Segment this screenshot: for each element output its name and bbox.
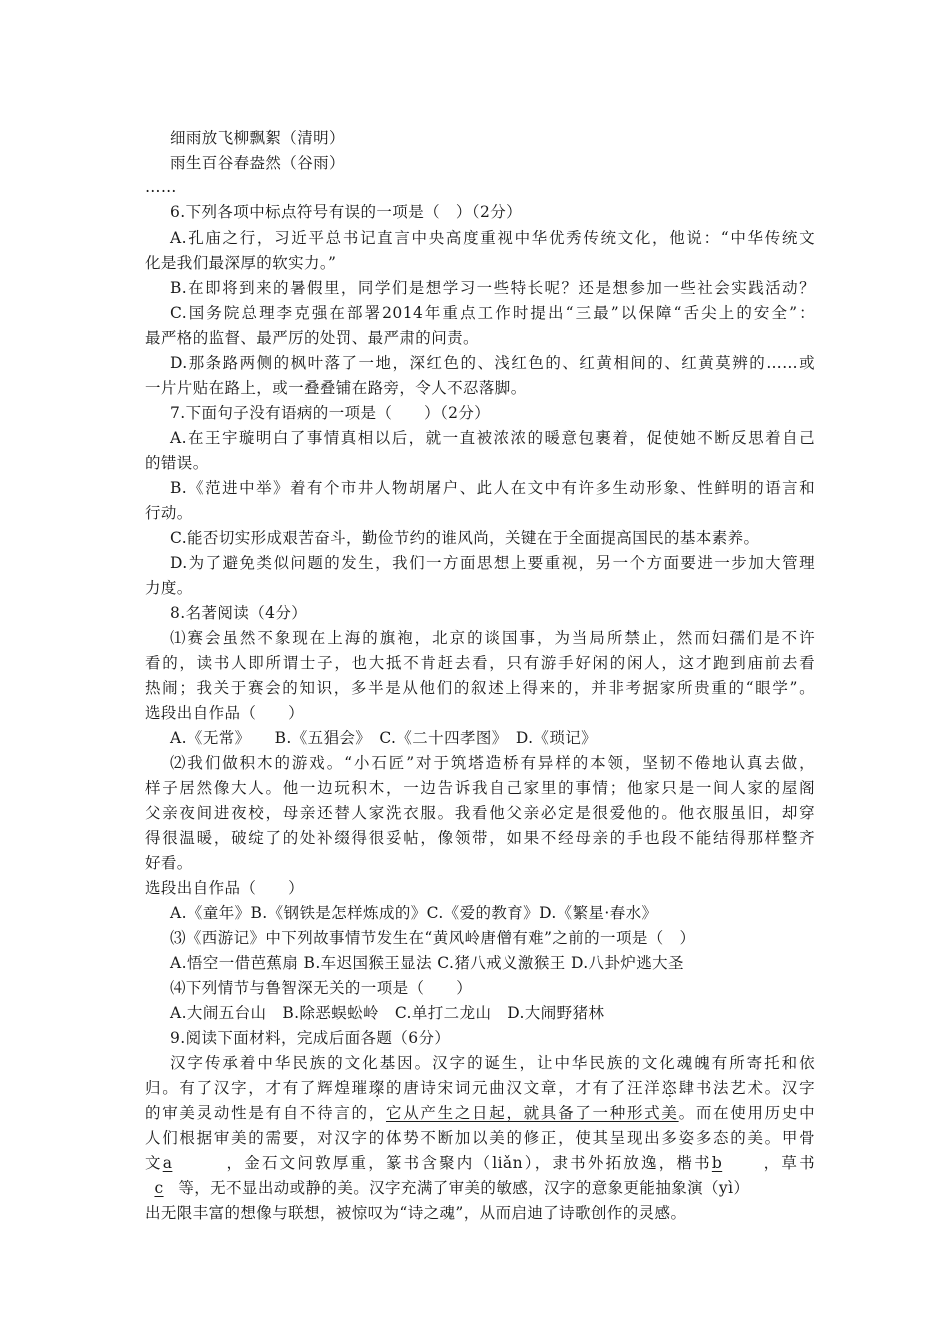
q9-line5-part3: ，草书 (761, 1154, 815, 1172)
q7-option-a-line2: 的错误。 (145, 454, 209, 472)
q8-passage2-options: A.《童年》B.《钢铁是怎样炼成的》C.《爱的教育》D.《繁星·春水》 (170, 904, 658, 922)
q8-passage2-line4: 得很温暖，破绽了的处补缀得很妥帖，像领带，如果不经母亲的手也段不能结得那样整齐 (145, 829, 815, 847)
q8-stem: 8.名著阅读（4分） (170, 604, 308, 622)
q9-passage-line6 (145, 1178, 815, 1198)
q7-option-d-line1: D.为了避免类似问题的发生，我们一方面思想上要重视，另一个方面要进一步加大管理 (170, 554, 815, 572)
q6-option-d-line2: 一片片贴在路上，或一叠叠铺在路旁，令人不忍落脚。 (145, 379, 527, 397)
poem-line-2: 雨生百谷春盎然（谷雨） (170, 154, 345, 172)
q7-option-a-line1: A.在王宇璇明白了事情真相以后，就一直被浓浓的暖意包裹着，促使她不断反思着自己 (170, 429, 815, 447)
q9-line2-part2: 的唐诗宋词元曲汉文章，才有了汪洋 (385, 1079, 662, 1097)
q7-option-c: C.能否切实形成艰苦奋斗，勤俭节约的谁风尚，关键在于全面提高国民的基本素养。 (170, 529, 760, 547)
q8-item4-options: A.大闹五台山 B.除恶蜈蚣岭 C.单打二龙山 D.大闹野猪林 (170, 1004, 605, 1022)
q6-option-c-line2: 最严格的监督、最严厉的处罚、最严肃的问责。 (145, 329, 479, 347)
q9-line2-part3: 肆书法艺术。汉字 (678, 1079, 815, 1097)
q9-passage-line4: 人们根据审美的需要，对汉字的体势不断加以美的修正，使其呈现出多姿多态的美。甲骨 (145, 1129, 815, 1147)
q8-passage1-question: 选段出自作品（ ） (145, 704, 305, 722)
q9-line5-part1: 文 (145, 1154, 163, 1172)
emphasis-char-zi: 恣 (661, 1079, 679, 1097)
q9-line5-part2: ，金石文问敦厚重，篆书含聚内（liǎn），隶书外拓放逸，楷书 (224, 1154, 712, 1172)
poem-line-1: 细雨放飞柳飘絮（清明） (170, 129, 345, 147)
q8-passage1-line3: 热闹；我关于赛会的知识，多半是从他们的叙述上得来的，并非考据家所贵重的“眼学”。 (145, 679, 815, 697)
q7-option-b-line2: 行动。 (145, 504, 193, 522)
q9-passage-line1: 汉字传承着中华民族的文化基因。汉字的诞生，让中华民族的文化魂魄有所寄托和依 (170, 1054, 815, 1072)
q9-line2-part1: 归。有了汉字，才有了辉煌璀 (145, 1079, 369, 1097)
q6-stem: 6.下列各项中标点符号有误的一项是（ ）（2分） (170, 203, 523, 221)
blank-a: a (162, 1154, 173, 1172)
blank-c: c (154, 1179, 164, 1197)
underlined-sentence: 它从产生之日起，就具备了一种形式美 (385, 1104, 679, 1122)
q8-item4-stem: ⑷下列情节与鲁智深无关的一项是（ ） (170, 979, 473, 997)
q8-passage1-line1: ⑴赛会虽然不象现在上海的旗袍，北京的谈国事，为当局所禁止，然而妇孺们是不许 (170, 629, 815, 647)
q7-option-d-line2: 力度。 (145, 579, 193, 597)
emphasis-char-can: 璨 (368, 1079, 386, 1097)
q9-passage-line2 (145, 1078, 815, 1098)
q7-option-b-line1: B.《范进中举》着有个市井人物胡屠户、此人在文中有许多生动形象、性鲜明的语言和 (170, 479, 815, 497)
q8-passage2-question: 选段出自作品（ ） (145, 879, 305, 897)
q6-option-a-line2: 化是我们最深厚的软实力。” (145, 254, 337, 272)
q9-passage-line5 (145, 1153, 815, 1173)
q8-passage2-line3: 父亲夜间进夜校，母亲还替人家洗衣服。我看他父亲必定是很爱他的。他衣服虽旧，却穿 (145, 804, 815, 822)
q6-option-a-line1: A.孔庙之行，习近平总书记直言中央高度重视中华优秀传统文化，他说：“中华传统文 (170, 229, 815, 247)
q6-option-c-line1: C.国务院总理李克强在部署2014年重点工作时提出“三最”以保障“舌尖上的安全”： (170, 304, 815, 322)
q6-option-b: B.在即将到来的暑假里，同学们是想学习一些特长呢？还是想参加一些社会实践活动？ (170, 279, 815, 297)
q8-passage2-line5: 好看。 (145, 854, 193, 872)
blank-b: b (711, 1154, 723, 1172)
q6-option-d-line1: D.那条路两侧的枫叶落了一地，深红色的、浅红色的、红黄相间的、红黄莫辨的……或 (170, 354, 815, 372)
q8-passage1-options: A.《无常》 B.《五猖会》 C.《二十四孝图》 D.《琐记》 (170, 729, 598, 747)
q9-line3-part1: 的审美灵动性是有自不待言的， (145, 1104, 386, 1122)
poem-ellipsis: …… (145, 178, 177, 196)
q8-item3-stem: ⑶《西游记》中下列故事情节发生在“黄风岭唐僧有难”之前的一项是（ ） (170, 929, 696, 947)
q9-passage-line3 (145, 1103, 815, 1123)
q9-line3-part2: 。而在使用历史中 (678, 1104, 815, 1122)
q8-passage1-line2: 看的，读书人即所谓士子，也大抵不肯赶去看，只有游手好闲的闲人，这才跑到庙前去看 (145, 654, 815, 672)
q8-passage2-line2: 样子居然像大人。他一边玩积木，一边告诉我自己家里的事情；他家只是一间人家的屋阁 (145, 779, 815, 797)
q7-stem: 7.下面句子没有语病的一项是（ ）（2分） (170, 404, 491, 422)
q9-stem: 9.阅读下面材料，完成后面各题（6分） (170, 1029, 451, 1047)
q8-passage2-line1: ⑵我们做积木的游戏。“小石匠”对于筑塔造桥有异样的本领，坚韧不倦地认真去做， (170, 754, 815, 772)
q9-line6-part1: 等，无不显出动或静的美。汉字充满了审美的敏感，汉字的意象更能抽象演（yì） (178, 1179, 750, 1197)
q8-item3-options: A.悟空一借芭蕉扇 B.车迟国猴王显法 C.猪八戒义激猴王 D.八卦炉逃大圣 (170, 954, 684, 972)
q9-passage-line7: 出无限丰富的想像与联想，被惊叹为“诗之魂”，从而启迪了诗歌创作的灵感。 (145, 1204, 687, 1222)
